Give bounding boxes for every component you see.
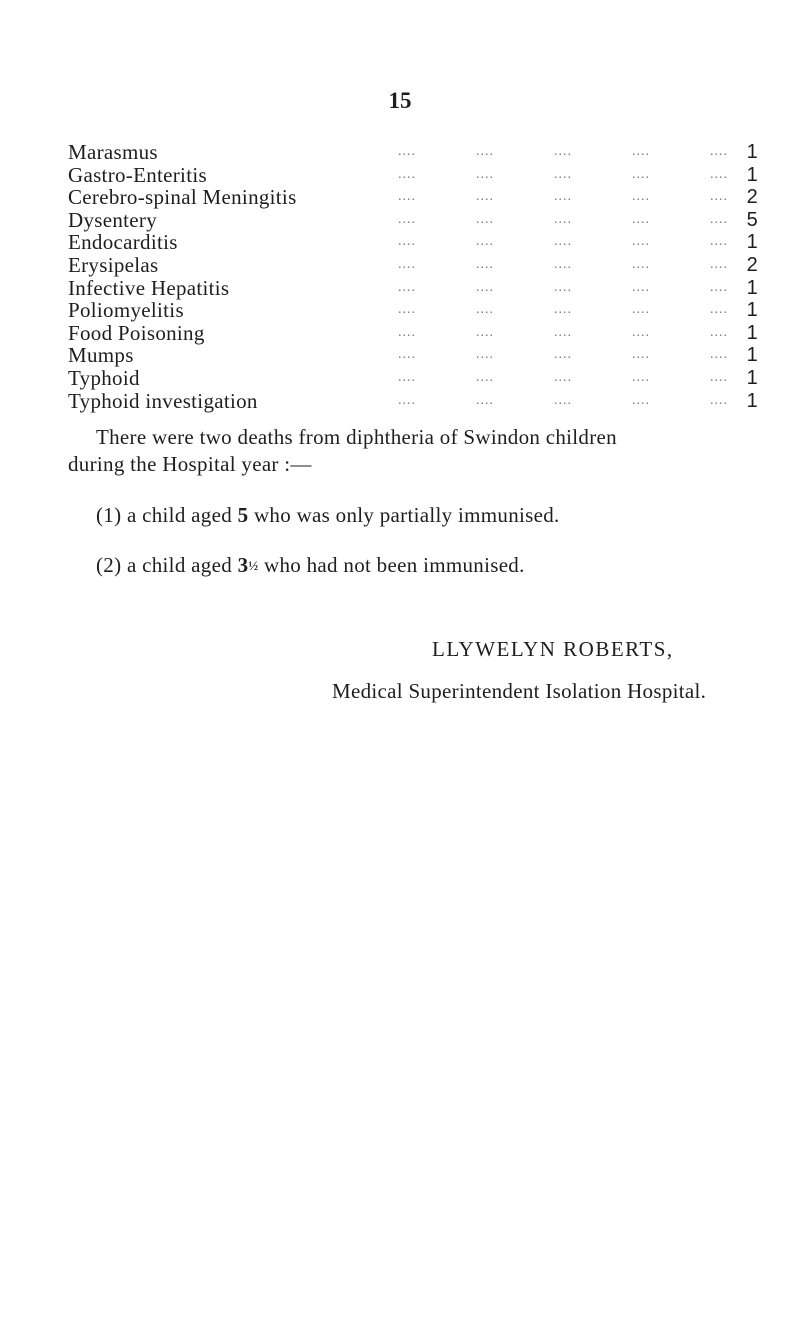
disease-count: 1 <box>746 321 758 344</box>
page-number: 15 <box>388 88 412 113</box>
disease-count: 2 <box>746 253 758 276</box>
leader-dots: .... .... .... .... .... <box>398 256 728 272</box>
case-text-post: who was only partially immunised. <box>253 503 560 527</box>
disease-name: Infective Hepatitis <box>68 275 230 300</box>
disease-count: 5 <box>746 208 758 231</box>
disease-count: 2 <box>746 186 758 209</box>
disease-count: 1 <box>746 163 758 186</box>
case-number: (2) <box>96 553 122 577</box>
case-text-post: who had not been immunised. <box>264 553 525 577</box>
case-age: 5 <box>237 503 249 527</box>
table-row <box>68 390 758 413</box>
leader-dots: .... .... .... .... .... <box>398 189 728 205</box>
disease-name: Poliomyelitis <box>68 298 184 323</box>
disease-name: Typhoid investigation <box>68 388 258 413</box>
table-row <box>68 209 758 232</box>
leader-dots: .... .... .... .... .... <box>398 279 728 295</box>
table-row <box>68 254 758 277</box>
disease-count: 1 <box>746 389 758 412</box>
disease-name: Gastro-Enteritis <box>68 162 207 187</box>
disease-name: Food Poisoning <box>68 320 205 345</box>
leader-dots: .... .... .... .... .... <box>398 166 728 182</box>
disease-name: Erysipelas <box>68 252 159 277</box>
case-number: (1) <box>96 503 122 527</box>
disease-count: 1 <box>746 366 758 389</box>
table-row <box>68 322 758 345</box>
leader-dots: .... .... .... .... .... <box>398 369 728 385</box>
case-text-pre: a child aged <box>126 503 233 527</box>
leader-dots: .... .... .... .... .... <box>398 302 728 318</box>
leader-dots: .... .... .... .... .... <box>398 347 728 363</box>
leader-dots: .... .... .... .... .... <box>398 324 728 340</box>
disease-count: 1 <box>746 141 758 163</box>
leader-dots: .... .... .... .... .... <box>398 144 728 159</box>
table-row <box>68 186 758 209</box>
table-row <box>68 164 758 187</box>
case-item-2 <box>96 553 525 578</box>
case-item-1 <box>96 503 560 528</box>
disease-name: Typhoid <box>68 365 140 390</box>
disease-count: 1 <box>746 299 758 322</box>
signature-name: LLYWELYN ROBERTS, <box>432 637 674 661</box>
table-row <box>68 231 758 254</box>
signature-title: Medical Superintendent Isolation Hospital. <box>332 679 707 703</box>
leader-dots: .... .... .... .... .... <box>398 392 728 408</box>
table-row <box>68 367 758 390</box>
paragraph-line-1: There were two deaths from diphtheria of Swindon children <box>96 425 617 449</box>
case-age-fraction: ½ <box>248 558 259 573</box>
table-row <box>68 299 758 322</box>
case-age-whole: 3 <box>237 553 249 577</box>
disease-count: 1 <box>746 276 758 299</box>
disease-name: Endocarditis <box>68 230 178 255</box>
table-row <box>68 141 758 164</box>
table-row <box>68 277 758 300</box>
disease-count: 1 <box>746 344 758 367</box>
disease-name: Mumps <box>68 343 134 368</box>
disease-name: Dysentery <box>68 207 158 232</box>
case-text-pre: a child aged <box>126 553 233 577</box>
disease-table <box>68 141 758 412</box>
paragraph-line-2: during the Hospital year :— <box>68 452 312 476</box>
disease-name: Cerebro-spinal Meningitis <box>68 185 297 210</box>
leader-dots: .... .... .... .... .... <box>398 234 728 250</box>
disease-count: 1 <box>746 231 758 254</box>
disease-name: Marasmus <box>68 140 158 164</box>
table-row <box>68 344 758 367</box>
leader-dots: .... .... .... .... .... <box>398 211 728 227</box>
case-age <box>238 553 259 577</box>
